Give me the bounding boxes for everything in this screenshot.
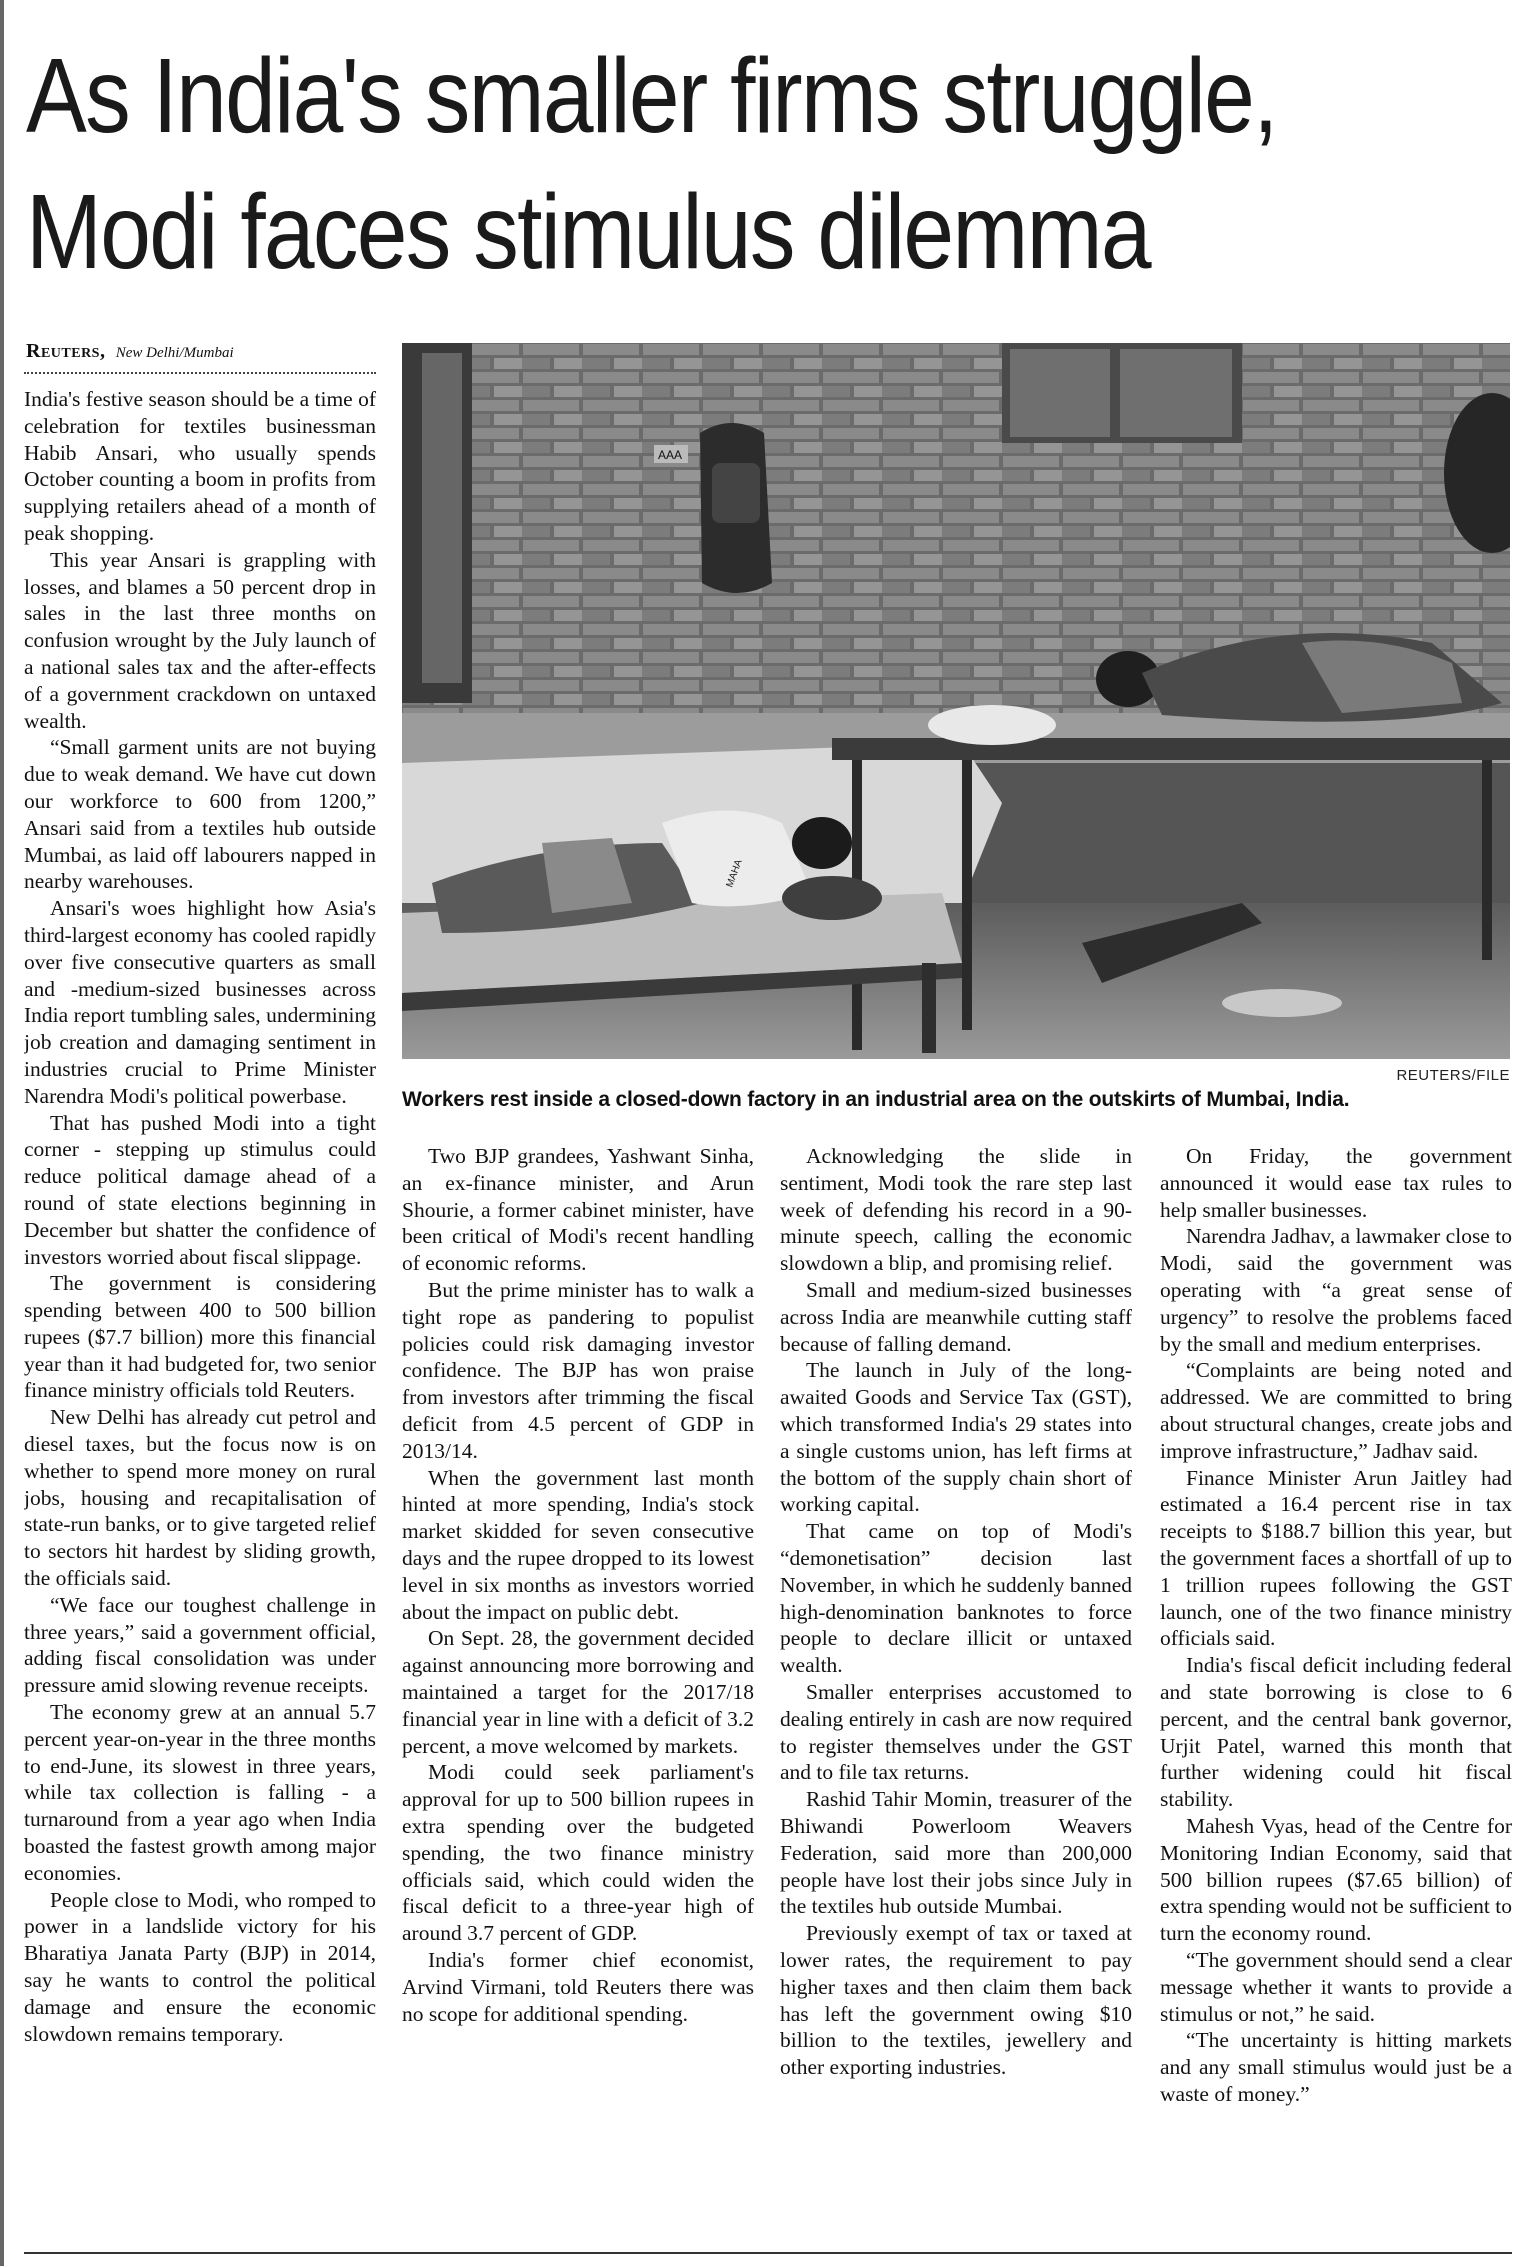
byline-agency: Reuters, bbox=[26, 340, 106, 362]
article-paragraph: On Friday, the government announced it would ease tax rules to help smaller businesses. bbox=[1160, 1144, 1512, 1222]
article-paragraph: New Delhi has already cut petrol and diesel taxes, but the focus now is on whether to spend more money on rural jobs, housing and recapitalisation of state-run banks, or to give targeted relief to sectors hit hardest by sliding growth, the officials said. bbox=[24, 1405, 376, 1591]
bottom-rule bbox=[24, 2252, 1512, 2254]
article-paragraph: India's former chief economist, Arvind Virmani, told Reuters there was no scope for additional spending. bbox=[402, 1947, 754, 2026]
byline-divider bbox=[24, 372, 376, 374]
photo-credit: REUTERS/FILE bbox=[1396, 1067, 1510, 1084]
photo-illustration bbox=[402, 343, 1510, 1059]
headline-line-2: Modi faces stimulus dilemma bbox=[26, 173, 1150, 291]
article-paragraph: That came on top of Modi's “demonetisation” decision last November, in which he suddenly banned high-denomination banknotes to force people to declare illicit or untaxed wealth. bbox=[780, 1519, 1132, 1678]
bag-tag-text: AAA bbox=[658, 448, 683, 462]
article-paragraph: That has pushed Modi into a tight corner - stepping up stimulus could reduce political damage ahead of a round of state elections beginning in December but shatter the confidence of investors worried about fiscal slippage. bbox=[24, 1110, 376, 1269]
article-paragraph: “Small garment units are not buying due to weak demand. We have cut down our workforce to 600 from 1200,” Ansari said from a textiles hub outside Mumbai, as laid off labourers napped in nearby warehouses. bbox=[24, 735, 376, 894]
article-paragraph: Ansari's woes highlight how Asia's third-largest economy has cooled rapidly over five consecutive quarters as small and -medium-sized businesses across India report tumbling sales, undermining job creation and damaging sentiment in industries crucial to Prime Minister Narendra Modi's political powerbase. bbox=[24, 896, 376, 1108]
article-column-2 bbox=[402, 1143, 754, 2248]
article-paragraph: Previously exempt of tax or taxed at lower rates, the requirement to pay higher taxes and then claim them back has left the government owing $10 billion to the textiles, jewellery and other exporting industries. bbox=[780, 1921, 1132, 2080]
article-paragraph: India's fiscal deficit including federal and state borrowing is close to 6 percent, and the central bank governor, Urjit Patel, warned this month that further widening could hit fiscal stability. bbox=[1160, 1653, 1512, 1812]
article-paragraph: “The government should send a clear message whether it wants to provide a stimulus or not,” he said. bbox=[1160, 1947, 1512, 2026]
byline-location: New Delhi/Mumbai bbox=[115, 345, 234, 361]
article-paragraph: “The uncertainty is hitting markets and any small stimulus would just be a waste of money.” bbox=[1160, 2028, 1512, 2106]
article-paragraph: Mahesh Vyas, head of the Centre for Monitoring Indian Economy, said that 500 billion rupees ($7.65 billion) of extra spending would not be sufficient to turn the economy round. bbox=[1160, 1813, 1512, 1946]
article-paragraph: Rashid Tahir Momin, treasurer of the Bhiwandi Powerloom Weavers Federation, said more than 200,000 people have lost their jobs since July in the textiles hub outside Mumbai. bbox=[780, 1787, 1132, 1919]
article-column-1 bbox=[24, 386, 376, 2246]
article-paragraph: Acknowledging the slide in sentiment, Modi took the rare step last week of defending his record in a 90-minute speech, calling the economic slowdown a blip, and promising relief. bbox=[780, 1144, 1132, 1276]
article-paragraph: Modi could seek parliament's approval for up to 500 billion rupees in extra spending over the budgeted spending, the two finance ministry officials said, which could widen the fiscal deficit to a three-year high of around 3.7 percent of GDP. bbox=[402, 1760, 754, 1946]
headline bbox=[26, 28, 1505, 300]
article-paragraph: People close to Modi, who romped to power in a landslide victory for his Bharatiya Janata Party (BJP) in 2014, say he wants to control the political damage and ensure the economic slowdown remains temporary. bbox=[24, 1887, 376, 2046]
article-paragraph: On Sept. 28, the government decided against announcing more borrowing and maintained a target for the 2017/18 financial year in line with a deficit of 3.2 percent, a move welcomed by markets. bbox=[402, 1626, 754, 1758]
article-column-3 bbox=[780, 1143, 1132, 2248]
article-paragraph: “Complaints are being noted and addressed. We are committed to bring about structural changes, create jobs and improve infrastructure,” Jadhav said. bbox=[1160, 1358, 1512, 1463]
article-column-4 bbox=[1160, 1143, 1512, 2248]
byline bbox=[26, 340, 376, 363]
article-paragraph: The launch in July of the long-awaited Goods and Service Tax (GST), which transformed India's 29 states into a single customs union, has left firms at the bottom of the supply chain short of working capital. bbox=[780, 1358, 1132, 1517]
headline-line-1: As India's smaller firms struggle, bbox=[26, 37, 1277, 155]
article-paragraph: Finance Minister Arun Jaitley had estimated a 16.4 percent rise in tax receipts to $188.7 billion this year, but the government faces a shortfall of up to 1 trillion rupees following the GST launch, one of the two finance ministry officials said. bbox=[1160, 1465, 1512, 1651]
article-paragraph: Narendra Jadhav, a lawmaker close to Modi, said the government was operating with “a great sense of urgency” to resolve the problems faced by the small and medium enterprises. bbox=[1160, 1224, 1512, 1356]
article-paragraph: India's festive season should be a time of celebration for textiles businessman Habib Ansari, who usually spends October counting a boom in profits from supplying retailers ahead of a month of peak shopping. bbox=[24, 387, 376, 545]
news-photo bbox=[402, 343, 1510, 1059]
article-paragraph: The economy grew at an annual 5.7 percent year-on-year in the three months to end-June, its slowest in three years, while tax collection is falling - a turnaround from a year ago when India boasted the fastest growth among major economies. bbox=[24, 1700, 376, 1885]
article-paragraph: Smaller enterprises accustomed to dealing entirely in cash are now required to register themselves under the GST and to file tax returns. bbox=[780, 1679, 1132, 1785]
photo-caption: Workers rest inside a closed-down factory in an industrial area on the outskirts of Mumbai, India. bbox=[402, 1088, 1350, 1111]
article-paragraph: Two BJP grandees, Yashwant Sinha, an ex-finance minister, and Arun Shourie, a former cabinet minister, have been critical of Modi's recent handling of economic reforms. bbox=[402, 1144, 754, 1276]
article-paragraph: But the prime minister has to walk a tight rope as pandering to populist policies could risk damaging investor confidence. The BJP has won praise from investors after trimming the fiscal deficit from 4.5 percent of GDP in 2013/14. bbox=[402, 1277, 754, 1463]
article-paragraph: This year Ansari is grappling with losses, and blames a 50 percent drop in sales in the last three months on confusion wrought by the July launch of a national sales tax and the after-effects of a government crackdown on untaxed wealth. bbox=[24, 547, 376, 733]
page-edge bbox=[0, 0, 4, 2266]
article-paragraph: “We face our toughest challenge in three years,” said a government official, adding fiscal consolidation was under pressure amid slowing revenue receipts. bbox=[24, 1592, 376, 1698]
shirt-text: MAHA bbox=[724, 858, 745, 890]
article-paragraph: The government is considering spending between 400 to 500 billion rupees ($7.7 billion) more this financial year than it had budgeted for, two senior finance ministry officials told Reuters. bbox=[24, 1271, 376, 1403]
article-paragraph: Small and medium-sized businesses across India are meanwhile cutting staff because of falling demand. bbox=[780, 1277, 1132, 1356]
article-paragraph: When the government last month hinted at more spending, India's stock market skidded for seven consecutive days and the rupee dropped to its lowest level in six months as investors worried about the impact on public debt. bbox=[402, 1465, 754, 1624]
